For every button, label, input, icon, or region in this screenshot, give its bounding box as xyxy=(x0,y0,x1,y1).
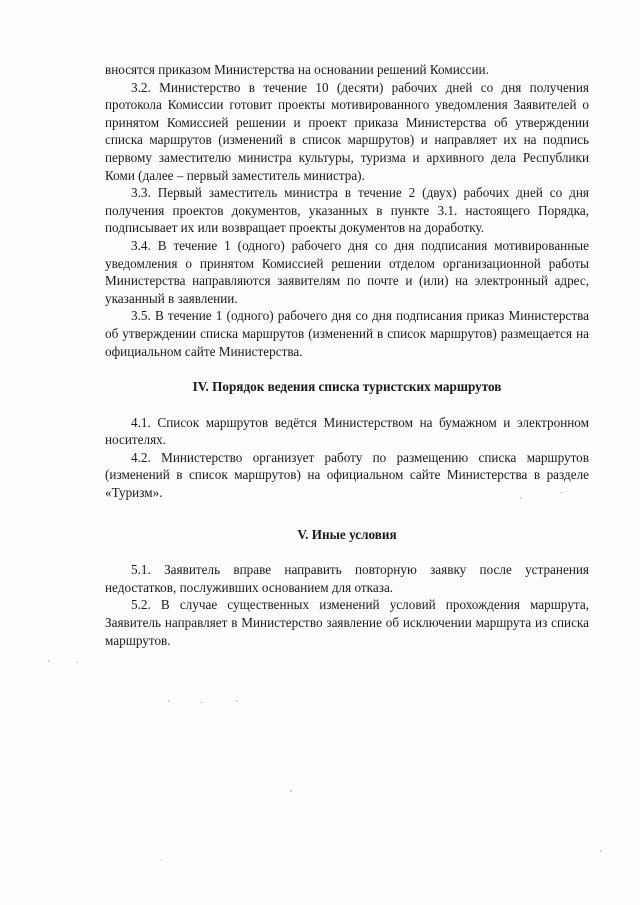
paragraph-3-2: 3.2. Министерство в течение 10 (десяти) рабочих дней со дня получения протокола Комиссии готовит проекты мотивированного уведомления Заявителей о принятом Комиссией решении и проект приказа Министерства об утверждении списка маршрутов (изменений в список маршрутов) и направляет их на подпись первому заместителю министра культуры, туризма и архивного дела Республики Коми (далее – первый заместитель министра). xyxy=(105,79,589,183)
paragraph-4-1: 4.1. Список маршрутов ведётся Министерством на бумажном и электронном носителях. xyxy=(105,414,589,448)
section-heading-iv: IV. Порядок ведения списка туристских маршрутов xyxy=(192,379,502,395)
paragraph-3-4: 3.4. В течение 1 (одного) рабочего дня со дня подписания мотивированные уведомления о принятом Комиссией решении отделом организационной работы Министерства направляются заявителям по почте и (или) на электронный адрес, указанный в заявлении. xyxy=(105,237,589,306)
paragraph-3-5: 3.5. В течение 1 (одного) рабочего дня со дня подписания приказ Министерства об утверждении списка маршрутов (изменений в список маршрутов) размещается на официальном сайте Министерства. xyxy=(105,308,589,359)
section-heading-v: V. Иные условия xyxy=(297,526,397,542)
scan-speck xyxy=(290,790,292,792)
scan-speck xyxy=(160,860,162,861)
continuation-line: вносятся приказом Министерства на основании решений Комиссии. xyxy=(105,62,489,77)
scan-speck xyxy=(168,700,170,702)
scan-speck xyxy=(76,662,78,663)
paragraph-5-2: 5.2. В случае существенных изменений условий прохождения маршрута, Заявитель направляет в Министерство заявление об исключении маршрута из списка маршрутов. xyxy=(105,597,589,648)
paragraph-4-2: 4.2. Министерство организует работу по размещению списка маршрутов (изменений в список маршрутов) на официальном сайте Министерства в разделе «Туризм». xyxy=(105,449,589,501)
paragraph-5-1: 5.1. Заявитель вправе направить повторную заявку после устранения недостатков, послуживших основанием для отказа. xyxy=(105,562,589,595)
scan-speck xyxy=(48,660,50,662)
scan-speck xyxy=(236,700,238,702)
scan-speck xyxy=(200,702,203,703)
scan-speck xyxy=(600,850,602,852)
paragraph-3-3: 3.3. Первый заместитель министра в течение 2 (двух) рабочих дней со дня получения проектов документов, указанных в пункте 3.1. настоящего Порядка, подписывает их или возвращает проекты документов на доработку. xyxy=(105,185,589,236)
scan-speck xyxy=(520,497,522,499)
scan-speck xyxy=(560,492,563,493)
document-body xyxy=(105,61,589,649)
